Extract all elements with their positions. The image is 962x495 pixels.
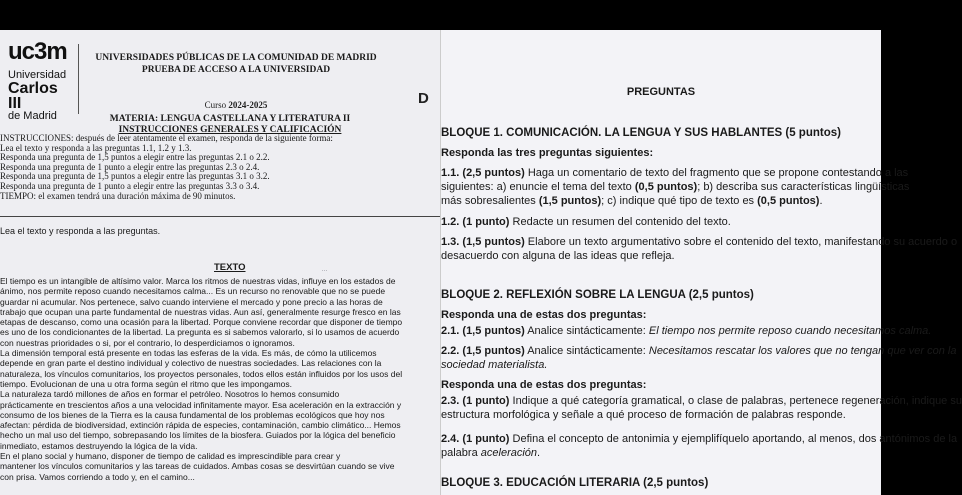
block-3-heading: BLOQUE 3. EDUCACIÓN LITERARIA (2,5 puntos) — [441, 477, 709, 489]
text-line: consumo de los bienes de la Tierra es la causa fundamental de los problemas ecológicos que hoy nos — [0, 409, 385, 420]
question-2-2: 2.2. (1,5 puntos) Analice sintácticamente: Necesitamos rescatar los valores que no tengan que ver con la sociedad materialista. — [441, 345, 957, 371]
block-2-heading: BLOQUE 2. REFLEXIÓN SOBRE LA LENGUA (2,5 puntos) — [441, 289, 754, 301]
exam-text-body — [0, 276, 440, 482]
exam-header — [86, 52, 386, 76]
handwritten-note: ... — [322, 266, 328, 273]
text-line: con prisa. Vamos corriendo a todo y, en el camino... — [0, 471, 195, 482]
header-line-2: PRUEBA DE ACCESO A LA UNIVERSIDAD — [141, 65, 331, 75]
text-line: hecho un mal uso del tiempo, sobrepasando los límites de la biosfera. Guiados por la lógica del beneficio — [0, 430, 396, 441]
question-1-3: 1.3. (1,5 puntos) Elabore un texto argumentativo sobre el contenido del texto, manifestando su acuerdo o desacuerdo con alguna de las ideas que refleja. — [441, 236, 958, 262]
logo-divider — [78, 44, 79, 114]
instruction-line: TIEMPO: el examen tendrá una duración máxima de 90 minutos. — [0, 190, 236, 201]
reading-instruction: Lea el texto y responda a las preguntas. — [0, 226, 161, 236]
text-line: es uno de los condicionantes de la libertad. La pregunta es si sabemos valorarlo, si lo usamos de acuerdo — [0, 327, 400, 338]
block-1-instruction: Responda las tres preguntas siguientes: — [441, 147, 654, 159]
uc3m-logo — [8, 40, 72, 122]
text-line: guardar ni acumular. Nos pertenece, salvo cuando interviene el mercado y pone precio a las horas de — [0, 296, 383, 307]
exam-questions-page — [440, 30, 962, 495]
text-line: El tiempo es un intangible de altísimo valor. Marca los ritmos de nuestras vidas, influye en los estados de — [0, 276, 396, 286]
exam-version-letter: D — [418, 90, 429, 107]
instruction-line: Responda una pregunta de 1,5 puntos a elegir entre las preguntas 3.1 o 3.2. — [0, 171, 270, 182]
instruction-line: Responda una pregunta de 1 punto a elegir entre las preguntas 2.3 o 2.4. — [0, 161, 260, 172]
text-line: ánimo, nos permite reposo cuando necesitamos calma... Es un recurso no renovable que no se puede — [0, 286, 386, 297]
text-line: depende en gran parte el destino individual y colectivo de nuestras sociedades. Las relaciones con la — [0, 358, 382, 369]
block-2-instruction-a: Responda una de estas dos preguntas: — [441, 309, 647, 321]
block-1-heading: BLOQUE 1. COMUNICACIÓN. LA LENGUA Y SUS HABLANTES (5 puntos) — [441, 127, 841, 139]
text-line: afectan: pérdida de biodiversidad, extinción rápida de especies, contaminación, cambio climático... Hemos — [0, 420, 401, 431]
questions-title: PREGUNTAS — [626, 86, 696, 98]
instruction-line: Lea el texto y responda a las preguntas 1.1, 1.2 y 1.3. — [0, 142, 192, 153]
text-line: La dimensión temporal está presente en todas las esferas de la vida. Es más, de cómo la utilicemos — [0, 348, 377, 359]
text-line: trabajo que ocupan una parte fundamental de nuestras vidas. Aun así, generalmente resurge fresco en las — [0, 306, 401, 317]
instruction-line: Responda una pregunta de 1 punto a elegir entre las preguntas 3.3 o 3.4. — [0, 180, 260, 191]
block-2-instruction-b: Responda una de estas dos preguntas: — [441, 379, 647, 391]
text-line: prácticamente en trescientos años a una velocidad infinitamente mayor. Esa aceleración en la extracción y — [0, 399, 402, 410]
exam-cover-page — [0, 30, 440, 495]
text-line: La naturaleza tardó millones de años en formar el petróleo. Nosotros lo hemos consumido — [0, 389, 340, 400]
header-line-1: UNIVERSIDADES PÚBLICAS DE LA COMUNIDAD DE MADRID — [95, 53, 377, 63]
subject-title: MATERIA: LENGUA CASTELLANA Y LITERATURA II — [109, 114, 351, 124]
text-line: etapas de descanso, como una ocasión para la libertad. Porque conviene recordar que disponer de tiempo — [0, 317, 403, 328]
instruction-line: INSTRUCCIONES: después de leer atentamente el examen, responda de la siguiente forma: — [0, 133, 333, 143]
logo-brand: uc3m — [8, 38, 67, 65]
question-1-1: 1.1. (2,5 puntos) Haga un comentario de texto del fragmento que se propone contestando a las siguientes: a) enuncie el tema del texto (0,5 puntos); b) describa sus características lingüísticas más sobresalientes (1,5 puntos); c) indique qué tipo de texto es (0,5 puntos). — [441, 167, 910, 207]
question-2-1: 2.1. (1,5 puntos) Analice sintácticamente: El tiempo nos permite reposo cuando necesitamos calma. — [441, 325, 932, 337]
text-line: mantener los vínculos comunitarios y las tareas de cuidados. Ambas cosas se desvirtúan cuando se vive — [0, 461, 395, 472]
question-1-2: 1.2. (1 punto) Redacte un resumen del contenido del texto. — [441, 216, 731, 228]
question-2-4: 2.4. (1 punto) Defina el concepto de antonimia y ejemplifíquelo aportando, al menos, dos antónimos de la palabra aceleración. — [441, 433, 958, 459]
section-divider — [0, 216, 440, 217]
text-line: En el plano social y humano, disponer de tiempo de calidad es imprescindible para crear y — [0, 451, 341, 462]
instructions-list — [0, 134, 440, 201]
text-heading: TEXTO — [214, 262, 246, 273]
text-line: inmediato, estamos destruyendo la lógica de la vida. — [0, 440, 198, 451]
course-year: Curso 2024-2025 — [204, 100, 268, 110]
text-line: tiempo. Evolucionan de una u otra forma según el ritmo que les impongamos. — [0, 378, 292, 389]
instruction-line: Responda una pregunta de 1,5 puntos a elegir entre las preguntas 2.1 o 2.2. — [0, 152, 270, 163]
text-line: con nuestras prioridades o si, por el contrario, lo desperdiciamos o ignoramos. — [0, 337, 295, 348]
logo-university-name: Universidad Carlos III de Madrid — [8, 69, 67, 122]
instructions-title: INSTRUCCIONES GENERALES Y CALIFICACIÓN — [118, 125, 342, 135]
question-2-3: 2.3. (1 punto) Indique a qué categoría gramatical, o clase de palabras, pertenece regeneración, indique su estructura morfológica y señale a qué proceso de formación de palabras responde. — [441, 395, 962, 421]
top-black-bar — [0, 0, 880, 30]
text-line: naturaleza, los vínculos comunitarios, los proyectos personales, todos ellos están influidos por los usos del — [0, 368, 403, 379]
